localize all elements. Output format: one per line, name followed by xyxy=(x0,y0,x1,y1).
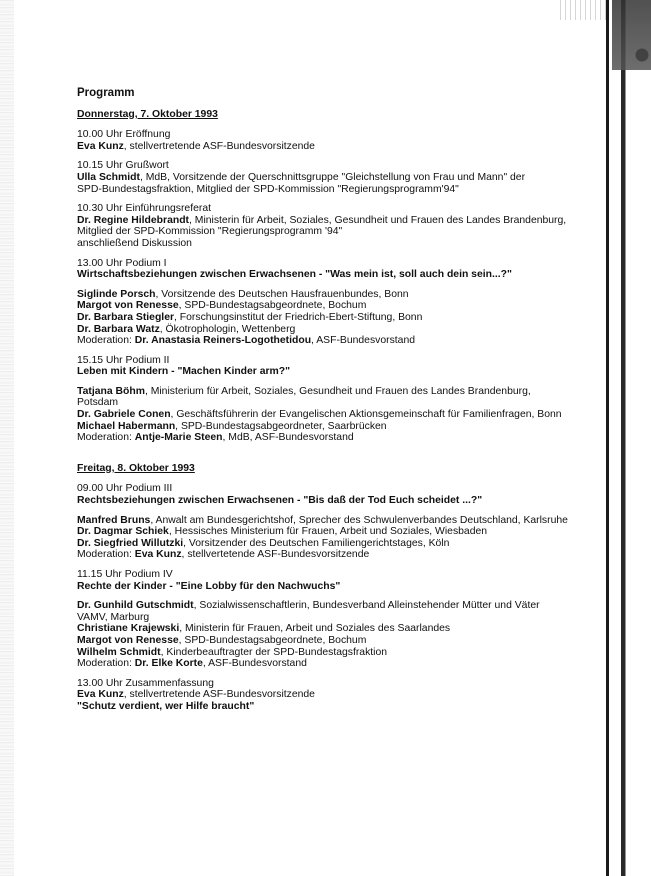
scan-edge-left xyxy=(0,0,14,876)
line-text: , Ministerin für Frauen, Arbeit und Soziales des Saarlandes xyxy=(179,623,451,635)
program-line xyxy=(77,689,597,701)
line-text: Moderation: xyxy=(77,335,135,347)
program-line xyxy=(77,495,597,507)
line-text: Moderation: xyxy=(77,549,135,561)
speaker-name: Ulla Schmidt xyxy=(77,171,140,183)
program-line xyxy=(77,324,597,336)
line-text: Mitglied der SPD-Kommission "Regierungsprogramm '94" xyxy=(77,226,343,238)
program-line xyxy=(77,569,597,581)
program-line xyxy=(77,623,597,635)
program-line xyxy=(77,184,597,196)
line-text: SPD-Bundestagsfraktion, Mitglied der SPD-Kommission "Regierungsprogramm'94" xyxy=(77,183,459,195)
program-days xyxy=(77,109,597,713)
moderator-name: Antje-Marie Steen xyxy=(134,432,223,444)
line-text: Moderation: xyxy=(77,658,135,670)
moderator-name: Dr. Anastasia Reiners-Logothetidou xyxy=(134,335,312,347)
program-line xyxy=(77,678,597,690)
program-line xyxy=(77,600,597,612)
line-text: , SPD-Bundestagsabgeordneter, Saarbrücken xyxy=(175,420,387,432)
program-line xyxy=(77,647,597,659)
moderator-role: , ASF-Bundesvorstand xyxy=(202,658,307,670)
program-line xyxy=(77,432,597,444)
program-line xyxy=(77,397,597,409)
moderator-role: , MdB, ASF-Bundesvorstand xyxy=(222,432,354,444)
speaker-name: Dr. Gunhild Gutschmidt xyxy=(77,600,194,612)
scan-border-right xyxy=(621,0,651,876)
program-line xyxy=(77,612,597,624)
line-text: 10.30 Uhr Einführungsreferat xyxy=(77,203,212,215)
line-text: , SPD-Bundestagsabgeordnete, Bochum xyxy=(178,300,367,312)
program-line xyxy=(77,409,597,421)
speaker-name: Eva Kunz xyxy=(77,140,124,152)
line-text: , Ministerium für Arbeit, Soziales, Gesundheit und Frauen des Landes Brandenburg, xyxy=(144,385,531,397)
program-line xyxy=(77,300,597,312)
line-text: 10.15 Uhr Grußwort xyxy=(77,160,169,172)
line-text: 11.15 Uhr Podium IV xyxy=(77,569,173,580)
speaker-name: Wilhelm Schmidt xyxy=(77,646,161,658)
program-block xyxy=(77,678,597,713)
program-line xyxy=(77,635,597,647)
scan-noise-top xyxy=(560,0,610,20)
day-heading: Donnerstag, 7. Oktober 1993 xyxy=(77,108,218,120)
program-line xyxy=(77,581,597,593)
program-line xyxy=(77,226,597,238)
program-line xyxy=(77,269,597,281)
program-line xyxy=(77,515,597,527)
program-block xyxy=(77,515,597,561)
line-text: 15.15 Uhr Podium II xyxy=(77,354,170,366)
speaker-name: Dr. Barbara Watz xyxy=(77,323,160,335)
program-document xyxy=(77,88,597,721)
speaker-name: Rechte der Kinder - "Eine Lobby für den Nachwuchs" xyxy=(77,580,341,592)
speaker-name: Eva Kunz xyxy=(77,689,124,701)
line-text: , Kinderbeauftragter der SPD-Bundestagsfraktion xyxy=(160,646,388,658)
speaker-name: Leben mit Kindern - "Machen Kinder arm?" xyxy=(77,366,291,378)
line-text: , Anwalt am Bundesgerichtshof, Sprecher des Schwulenverbandes Deutschland, Karlsruhe xyxy=(150,514,568,526)
line-text: , Hessisches Ministerium für Frauen, Arbeit und Soziales, Wiesbaden xyxy=(168,526,488,538)
line-text: 09.00 Uhr Podium III xyxy=(77,483,173,495)
program-line xyxy=(77,526,597,538)
day-heading: Freitag, 8. Oktober 1993 xyxy=(77,462,195,474)
program-line xyxy=(77,160,597,172)
speaker-name: Dr. Gabriele Conen xyxy=(77,409,171,421)
line-text: Moderation: xyxy=(77,432,135,444)
speaker-name: "Schutz verdient, wer Hilfe braucht" xyxy=(77,700,255,712)
program-line xyxy=(77,549,597,561)
line-text: , Ökotrophologin, Wettenberg xyxy=(159,323,296,335)
line-text: 10.00 Uhr Eröffnung xyxy=(77,129,171,141)
moderator-name: Dr. Elke Korte xyxy=(134,658,203,670)
program-line xyxy=(77,366,597,378)
speaker-name: Siglinde Porsch xyxy=(77,288,156,300)
speaker-name: Manfred Bruns xyxy=(77,514,151,526)
program-block xyxy=(77,569,597,592)
line-text: , Geschäftsführerin der Evangelischen Aktionsgemeinschaft für Familienfragen, Bonn xyxy=(170,409,562,421)
program-line xyxy=(77,538,597,550)
program-line xyxy=(77,129,597,141)
page-title: Programm xyxy=(77,87,135,99)
speaker-name: Margot von Renesse xyxy=(77,300,179,312)
program-line xyxy=(77,215,597,227)
line-text: , Vorsitzender des Deutschen Familiengerichtstages, Köln xyxy=(183,537,450,549)
program-block xyxy=(77,355,597,378)
program-line xyxy=(77,421,597,433)
line-text: , Forschungsinstitut der Friedrich-Ebert-Stiftung, Bonn xyxy=(174,311,423,323)
program-block xyxy=(77,483,597,506)
speaker-name: Margot von Renesse xyxy=(77,634,179,646)
speaker-name: Dr. Siegfried Willutzki xyxy=(77,537,184,549)
program-block xyxy=(77,129,597,152)
program-line xyxy=(77,312,597,324)
line-text: Potsdam xyxy=(77,397,119,409)
program-line xyxy=(77,289,597,301)
line-text: , Vorsitzende des Deutschen Hausfrauenbundes, Bonn xyxy=(155,288,409,300)
speaker-name: Rechtsbeziehungen zwischen Erwachsenen - "Bis daß der Tod Euch scheidet ...?" xyxy=(77,495,483,507)
program-block xyxy=(77,203,597,249)
program-line xyxy=(77,141,597,153)
line-text: VAMV, Marburg xyxy=(77,611,150,623)
speaker-name: Wirtschaftsbeziehungen zwischen Erwachsenen - "Was mein ist, soll auch dein sein...?" xyxy=(77,269,512,281)
program-line xyxy=(77,258,597,270)
line-text: 13.00 Uhr Zusammenfassung xyxy=(77,677,214,689)
moderator-name: Eva Kunz xyxy=(134,549,182,561)
scan-corner-mark xyxy=(612,0,651,70)
line-text: , MdB, Vorsitzende der Querschnittsgruppe "Gleichstellung von Frau und Mann" der xyxy=(139,171,526,183)
line-text: , SPD-Bundestagsabgeordnete, Bochum xyxy=(178,634,367,646)
program-block xyxy=(77,600,597,670)
program-line xyxy=(77,701,597,713)
program-line xyxy=(77,172,597,184)
line-text: , stellvertretende ASF-Bundesvorsitzende xyxy=(123,689,315,701)
program-block xyxy=(77,289,597,347)
program-line xyxy=(77,386,597,398)
line-text: , Ministerin für Arbeit, Soziales, Gesundheit und Frauen des Landes Brandenburg, xyxy=(189,214,567,226)
speaker-name: Dr. Regine Hildebrandt xyxy=(77,214,190,226)
moderator-role: , ASF-Bundesvorstand xyxy=(311,335,416,347)
speaker-name: Dr. Dagmar Schiek xyxy=(77,526,169,538)
line-text: 13.00 Uhr Podium I xyxy=(77,257,167,269)
speaker-name: Tatjana Böhm xyxy=(77,385,145,397)
program-block xyxy=(77,160,597,195)
moderator-role: , stellvertetende ASF-Bundesvorsitzende xyxy=(181,549,370,561)
speaker-name: Dr. Barbara Stiegler xyxy=(77,311,175,323)
speaker-name: Christiane Krajewski xyxy=(77,623,180,635)
line-text: , Sozialwissenschaftlerin, Bundesverband Alleinstehender Mütter und Väter xyxy=(193,600,540,612)
line-text: , stellvertretende ASF-Bundesvorsitzende xyxy=(123,140,315,152)
program-line xyxy=(77,658,597,670)
program-line xyxy=(77,238,597,250)
program-line xyxy=(77,203,597,215)
program-line xyxy=(77,355,597,367)
speaker-name: Michael Habermann xyxy=(77,420,176,432)
program-block xyxy=(77,386,597,444)
line-text: anschließend Diskussion xyxy=(77,237,192,249)
program-line xyxy=(77,483,597,495)
program-block xyxy=(77,258,597,281)
program-line xyxy=(77,335,597,347)
